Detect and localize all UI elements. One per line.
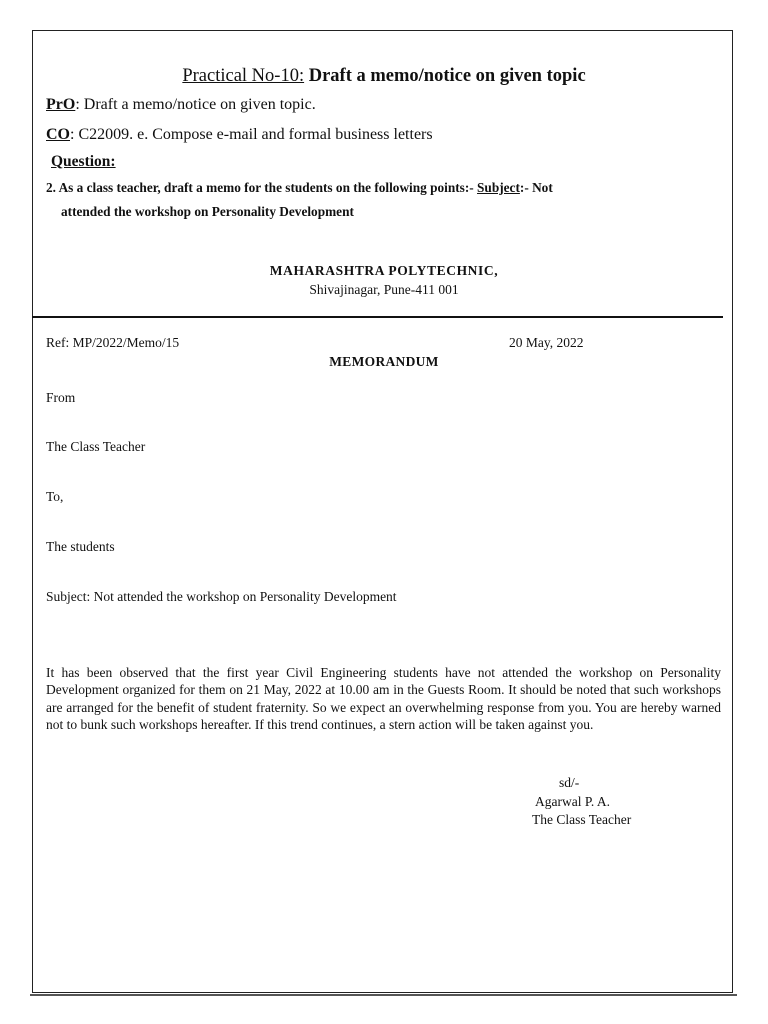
question-subject-label: Subject (477, 180, 520, 195)
from-name: The Class Teacher (46, 439, 146, 454)
co-label: CO (46, 126, 70, 143)
co-text: : C22009. e. Compose e-mail and formal business letters (70, 126, 433, 143)
question-line-1 (46, 180, 553, 196)
page-border (32, 30, 733, 993)
organization-address: Shivajinagar, Pune-411 001 (309, 282, 459, 297)
pro-label: PrO (46, 96, 76, 113)
signer-name: Agarwal P. A. (535, 794, 610, 809)
practical-heading: Draft a memo/notice on given topic (304, 66, 586, 86)
from-label: From (46, 390, 76, 405)
practical-title (0, 66, 768, 87)
practical-label: Practical No-10: (182, 66, 305, 86)
memo-title: MEMORANDUM (329, 354, 439, 369)
signature: sd/- (559, 775, 580, 790)
memo-date: 20 May, 2022 (509, 335, 584, 350)
memo-body: It has been observed that the first year Civil Engineering students have not attended the workshop on Personality Development organized for them on 21 May, 2022 at 10.00 am in the Guests Room. It should be noted that such workshops are arranged for the benefit of student fraternity. So we expect an overwhelming response from you. You are hereby warned not to bunk such workshops hereafter. If this trend continues, a stern action will be taken against you. (46, 665, 721, 733)
memo-subject: Subject: Not attended the workshop on Personality Development (46, 589, 397, 604)
signer-designation: The Class Teacher (532, 812, 632, 827)
question-prefix: 2. As a class teacher, draft a memo for the students on the following points:- (46, 180, 478, 195)
question-heading: Question: (51, 153, 116, 170)
to-label: To, (46, 489, 64, 504)
question-suffix: :- Not (519, 180, 553, 195)
bottom-rule (30, 994, 737, 996)
pro-text: : Draft a memo/notice on given topic. (75, 96, 316, 113)
organization-name: MAHARASHTRA POLYTECHNIC, (269, 263, 499, 278)
memo-ref: Ref: MP/2022/Memo/15 (46, 335, 180, 350)
letterhead-divider (32, 316, 723, 318)
pro-line (46, 96, 316, 114)
question-line-2: attended the workshop on Personality Development (61, 204, 354, 219)
to-name: The students (46, 539, 115, 554)
co-line (46, 126, 433, 144)
